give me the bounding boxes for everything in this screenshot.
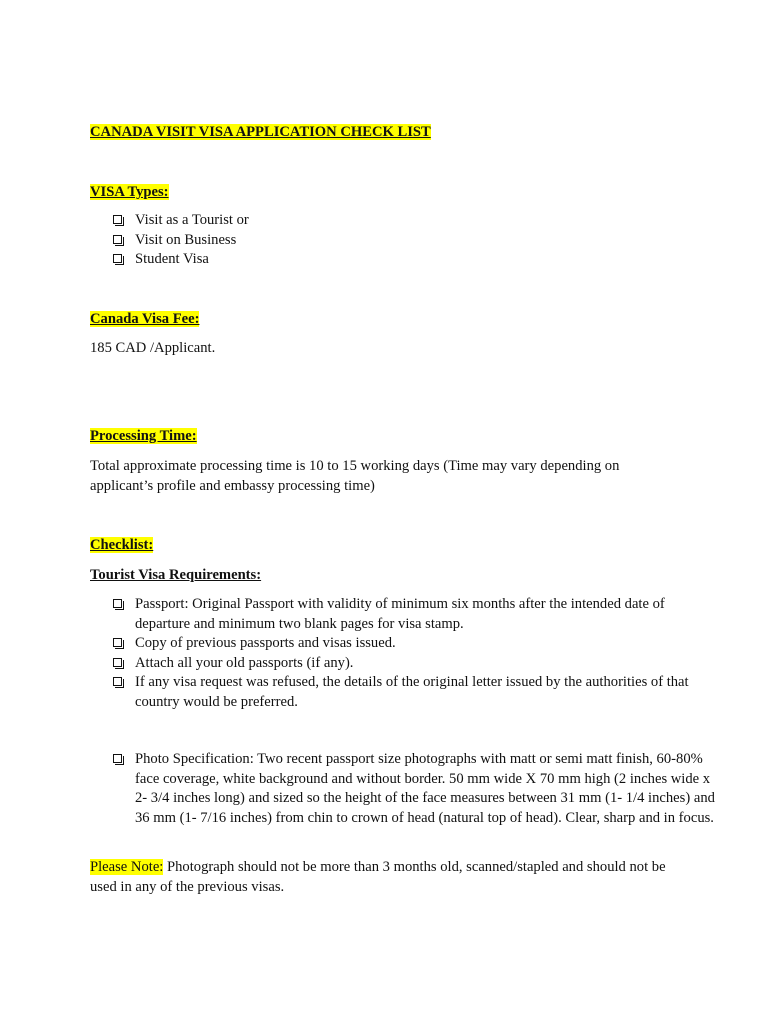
list-item	[90, 634, 715, 654]
requirement-text: If any visa request was refused, the details of the original letter issued by the authorities of that country would be preferred.	[135, 674, 689, 710]
please-note-paragraph	[90, 858, 680, 897]
visa-types-heading: VISA Types:	[90, 184, 169, 200]
fee-heading-line	[90, 310, 680, 330]
processing-heading: Processing Time:	[90, 428, 197, 444]
visa-type-label: Visit on Business	[135, 231, 237, 248]
photo-spec-list	[90, 750, 715, 828]
list-item	[90, 211, 680, 231]
checkbox-icon	[113, 638, 122, 647]
list-item	[90, 595, 715, 634]
photo-spec-text: Photo Specification: Two recent passport size photographs with matt or semi matt finish, 60-80% face coverage, white background and without border. 50 mm wide X 70 mm high (2 inches wide x 2- 3/4 inches long) and sized so the height of the face measures between 31 mm (1- 1/4 inches) and 36 mm (1- 7/16 inches) from chin to crown of head (natural top of head). Clear, sharp and in focus.	[135, 751, 715, 826]
document-title: CANADA VISIT VISA APPLICATION CHECK LIST	[90, 124, 431, 140]
please-note-text: Photograph should not be more than 3 months old, scanned/stapled and should not be used in any of the previous visas.	[90, 859, 666, 895]
checkbox-icon	[113, 599, 122, 608]
requirements-list	[90, 595, 715, 712]
checkbox-icon	[113, 254, 122, 263]
list-item	[90, 250, 680, 270]
fee-heading: Canada Visa Fee:	[90, 311, 200, 327]
visa-type-label: Student Visa	[135, 251, 209, 267]
visa-types-heading-line	[90, 183, 680, 203]
requirement-text: Copy of previous passports and visas issued.	[135, 635, 396, 651]
processing-heading-line	[90, 427, 680, 447]
checkbox-icon	[113, 677, 122, 686]
visa-type-label: Visit as a Tourist or	[135, 212, 249, 228]
processing-text: Total approximate processing time is 10 to 15 working days (Time may vary depending on applicant’s profile and embassy processing time)	[90, 458, 620, 494]
checkbox-icon	[113, 754, 122, 763]
requirement-text: Attach all your old passports (if any).	[135, 654, 354, 671]
list-item	[90, 654, 715, 674]
checkbox-icon	[113, 235, 122, 244]
list-item	[90, 231, 680, 251]
please-note-label: Please Note:	[90, 859, 164, 875]
list-item	[90, 750, 715, 828]
fee-text: 185 CAD /Applicant.	[90, 340, 216, 356]
document-title-line	[90, 123, 680, 143]
checklist-heading: Checklist:	[90, 537, 154, 553]
checkbox-icon	[113, 215, 122, 224]
requirement-text: Passport: Original Passport with validity of minimum six months after the intended date of departure and minimum two blank pages for visa stamp.	[135, 596, 665, 632]
visa-types-list	[90, 211, 680, 270]
checklist-heading-line	[90, 536, 680, 556]
list-item	[90, 673, 715, 712]
tourist-requirements-heading-line	[90, 566, 680, 586]
tourist-requirements-heading: Tourist Visa Requirements:	[90, 567, 262, 583]
checkbox-icon	[113, 658, 122, 667]
